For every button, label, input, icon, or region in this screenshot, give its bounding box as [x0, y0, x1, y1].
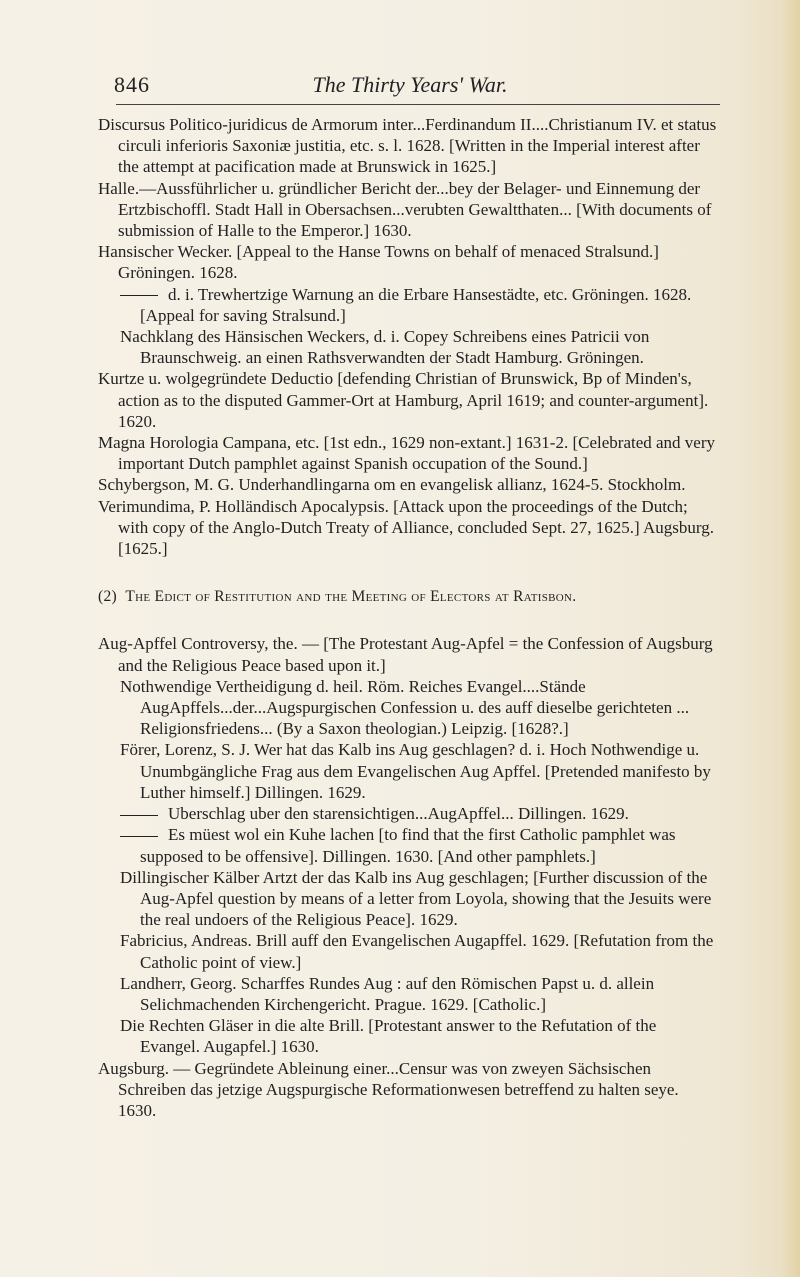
ditto-dash: [120, 815, 158, 816]
bibliography-entry: Augsburg. — Gegründete Ableinung einer...Censur was von zweyen Sächsischen Schreiben das jetzige Augspurgische Reformationwesen betreffend zu halten seye. 1630.: [98, 1058, 679, 1120]
bibliography-subentry: Fabricius, Andreas. Brill auff den Evangelischen Augapffel. 1629. [Refutation from the Catholic point of view.]: [120, 931, 714, 972]
running-header: [100, 72, 720, 100]
bibliography-entry: Discursus Politico-juridicus de Armorum inter...Ferdinandum II....Christianum IV. et status circuli inferioris Saxoniæ justitia, etc. s. l. 1628. [Written in the Imperial interest after the attempt at pacification made at Brunswick in 1625.]: [98, 115, 717, 177]
bibliography-dash-entry: [98, 284, 718, 326]
page-edge-shading: [782, 0, 800, 1277]
bibliography-subentry: Nothwendige Vertheidigung d. heil. Röm. Reiches Evangel....Stände AugApffels...der...Augspurgischen Confession u. des auff dieselbe gerichteten ... Religionsfriedens... (By a Saxon theologian.) Leipzig. [1628?.]: [120, 676, 690, 739]
ditto-dash: [120, 295, 158, 296]
section-heading: [98, 586, 718, 607]
header-rule: [116, 104, 720, 105]
bibliography-entry: Schybergson, M. G. Underhandlingarna om en evangelisk allianz, 1624-5. Stockholm.: [98, 475, 686, 495]
bibliography-entry: Halle.—Aussführlicher u. gründlicher Bericht der...bey der Belager- und Einnemung der Ertzbischoffl. Stadt Hall in Obersachsen...verubten Gewaltthaten... [With documents of submission of Halle to the Emperor.] 1630.: [98, 178, 712, 241]
bibliography-subentry: Die Rechten Gläser in die alte Brill. [Protestant answer to the Refutation of the Evangel. Augapfel.] 1630.: [120, 1016, 657, 1057]
bibliography-entry: Magna Horologia Campana, etc. [1st edn., 1629 non-extant.] 1631-2. [Celebrated and very important Dutch pamphlet against Spanish occupation of the Sound.]: [98, 433, 716, 474]
bibliography-entry: Hansischer Wecker. [Appeal to the Hanse Towns on behalf of menaced Stralsund.] Gröningen. 1628.: [98, 242, 659, 283]
section-title: The Edict of Restitution and the Meeting of Electors at Ratisbon.: [125, 588, 577, 606]
bibliography-subentry: Nachklang des Hänsischen Weckers, d. i. Copey Schreibens eines Patricii von Braunschweig. an einen Rathsverwandten der Stadt Hamburg. Gröningen.: [120, 327, 650, 368]
bibliography-subentry: Dillingischer Kälber Artzt der das Kalb ins Aug geschlagen; [Further discussion of the Aug-Apfel question by means of a letter from Loyola, showing that the Jesuits were the real undoers of the Religious Peace]. 1629.: [120, 867, 712, 930]
entry-text: Es müest wol ein Kuhe lachen [to find that the first Catholic pamphlet was supposed to be offensive]. Dillingen. 1630. [And other pamphlets.]: [140, 825, 676, 866]
bibliography-part-2: [98, 633, 718, 1121]
bibliography-subentry: Förer, Lorenz, S. J. Wer hat das Kalb ins Aug geschlagen? d. i. Hoch Nothwendige u. Unumbgängliche Frag aus dem Evangelischen Aug Apffel. [Pretended manifesto by Luther himself.] Dillingen. 1629.: [120, 740, 711, 802]
bibliography-entry: Aug-Apffel Controversy, the. — [The Protestant Aug-Apfel = the Confession of Augsburg and the Religious Peace based upon it.]: [98, 634, 713, 675]
page-number: 846: [114, 72, 150, 97]
ditto-dash: [120, 836, 158, 837]
bibliography-dash-entry: [98, 803, 718, 824]
section-number: (2): [98, 588, 117, 606]
entry-text: Uberschlag uber den starensichtigen...AugApffel... Dillingen. 1629.: [168, 804, 629, 824]
bibliography-entry: Verimundima, P. Holländisch Apocalypsis. [Attack upon the proceedings of the Dutch; with copy of the Anglo-Dutch Treaty of Alliance, concluded Sept. 27, 1625.] Augsburg. [1625.]: [98, 496, 715, 559]
bibliography-part-1: [98, 114, 718, 559]
running-title: The Thirty Years' War.: [312, 72, 508, 97]
bibliography-entry: Kurtze u. wolgegründete Deductio [defending Christian of Brunswick, Bp of Minden's, action as to the disputed Gammer-Ort at Hamburg, April 1619; and counter-argument]. 1620.: [98, 369, 709, 431]
bibliography-subentry: Landherr, Georg. Scharffes Rundes Aug : auf den Römischen Papst u. d. allein Selichmachenden Kirchengericht. Prague. 1629. [Catholic.]: [120, 973, 655, 1014]
bibliography-dash-entry: [98, 824, 718, 866]
entry-text: d. i. Trewhertzige Warnung an die Erbare Hansestädte, etc. Gröningen. 1628. [Appeal for saving Stralsund.]: [140, 284, 692, 325]
bibliography-body: [98, 114, 718, 1121]
